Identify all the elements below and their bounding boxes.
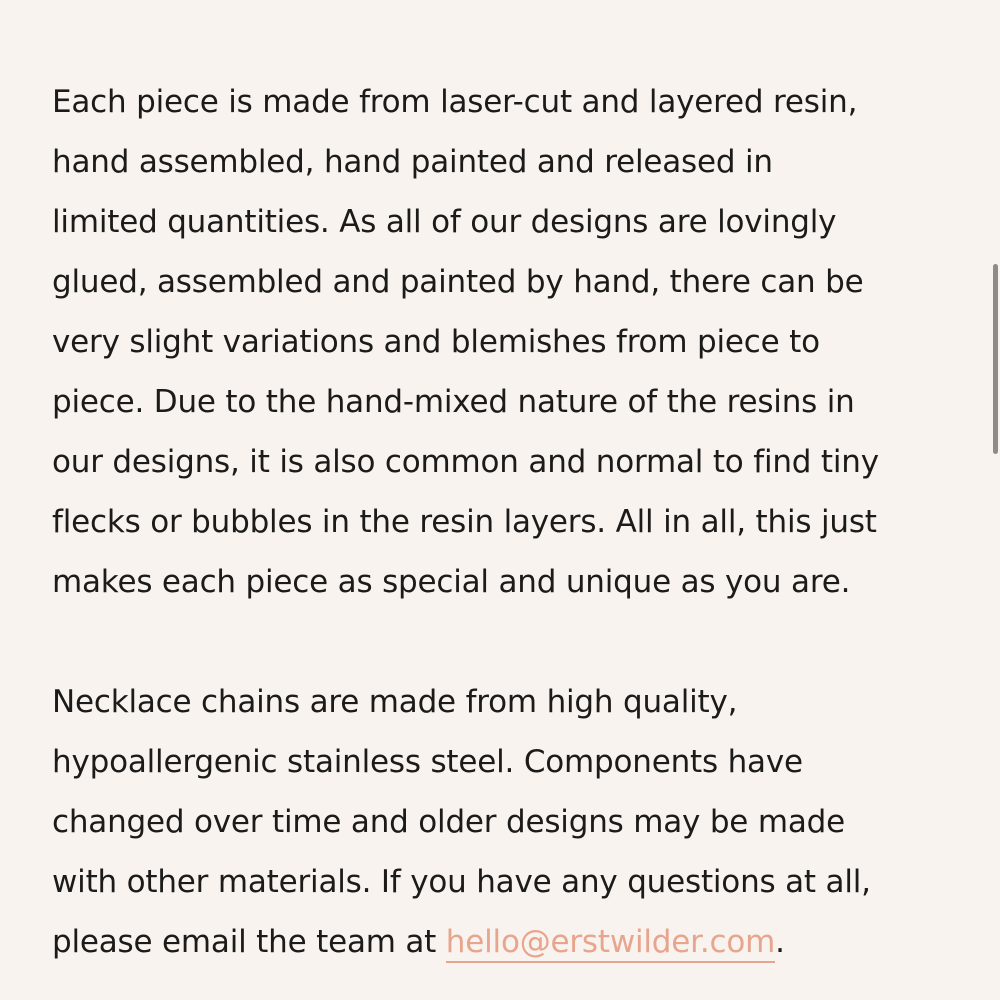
paragraph-line: changed over time and older designs may be made xyxy=(52,804,845,840)
email-link[interactable]: hello@erstwilder.com xyxy=(446,924,775,963)
paragraph-line: our designs, it is also common and normal to find tiny xyxy=(52,444,879,480)
paragraph-line: Each piece is made from laser-cut and layered resin, xyxy=(52,84,858,120)
contact-suffix-text: . xyxy=(775,924,785,960)
scrollbar[interactable] xyxy=(986,0,1000,1000)
scrollbar-thumb[interactable] xyxy=(993,264,998,454)
paragraph-line: very slight variations and blemishes from piece to xyxy=(52,324,820,360)
materials-paragraph xyxy=(52,72,940,612)
chains-paragraph xyxy=(52,672,940,972)
paragraph-line: makes each piece as special and unique as you are. xyxy=(52,564,851,600)
paragraph-line: with other materials. If you have any questions at all, xyxy=(52,864,871,900)
paragraph-line: limited quantities. As all of our designs are lovingly xyxy=(52,204,837,240)
paragraph-line: Necklace chains are made from high quality, xyxy=(52,684,738,720)
paragraph-line: glued, assembled and painted by hand, there can be xyxy=(52,264,864,300)
contact-line xyxy=(52,912,940,972)
paragraph-line: hypoallergenic stainless steel. Components have xyxy=(52,744,803,780)
paragraph-line: hand assembled, hand painted and released in xyxy=(52,144,773,180)
contact-prefix-text: please email the team at xyxy=(52,924,446,960)
paragraph-line: piece. Due to the hand-mixed nature of the resins in xyxy=(52,384,855,420)
paragraph-line: flecks or bubbles in the resin layers. All in all, this just xyxy=(52,504,877,540)
